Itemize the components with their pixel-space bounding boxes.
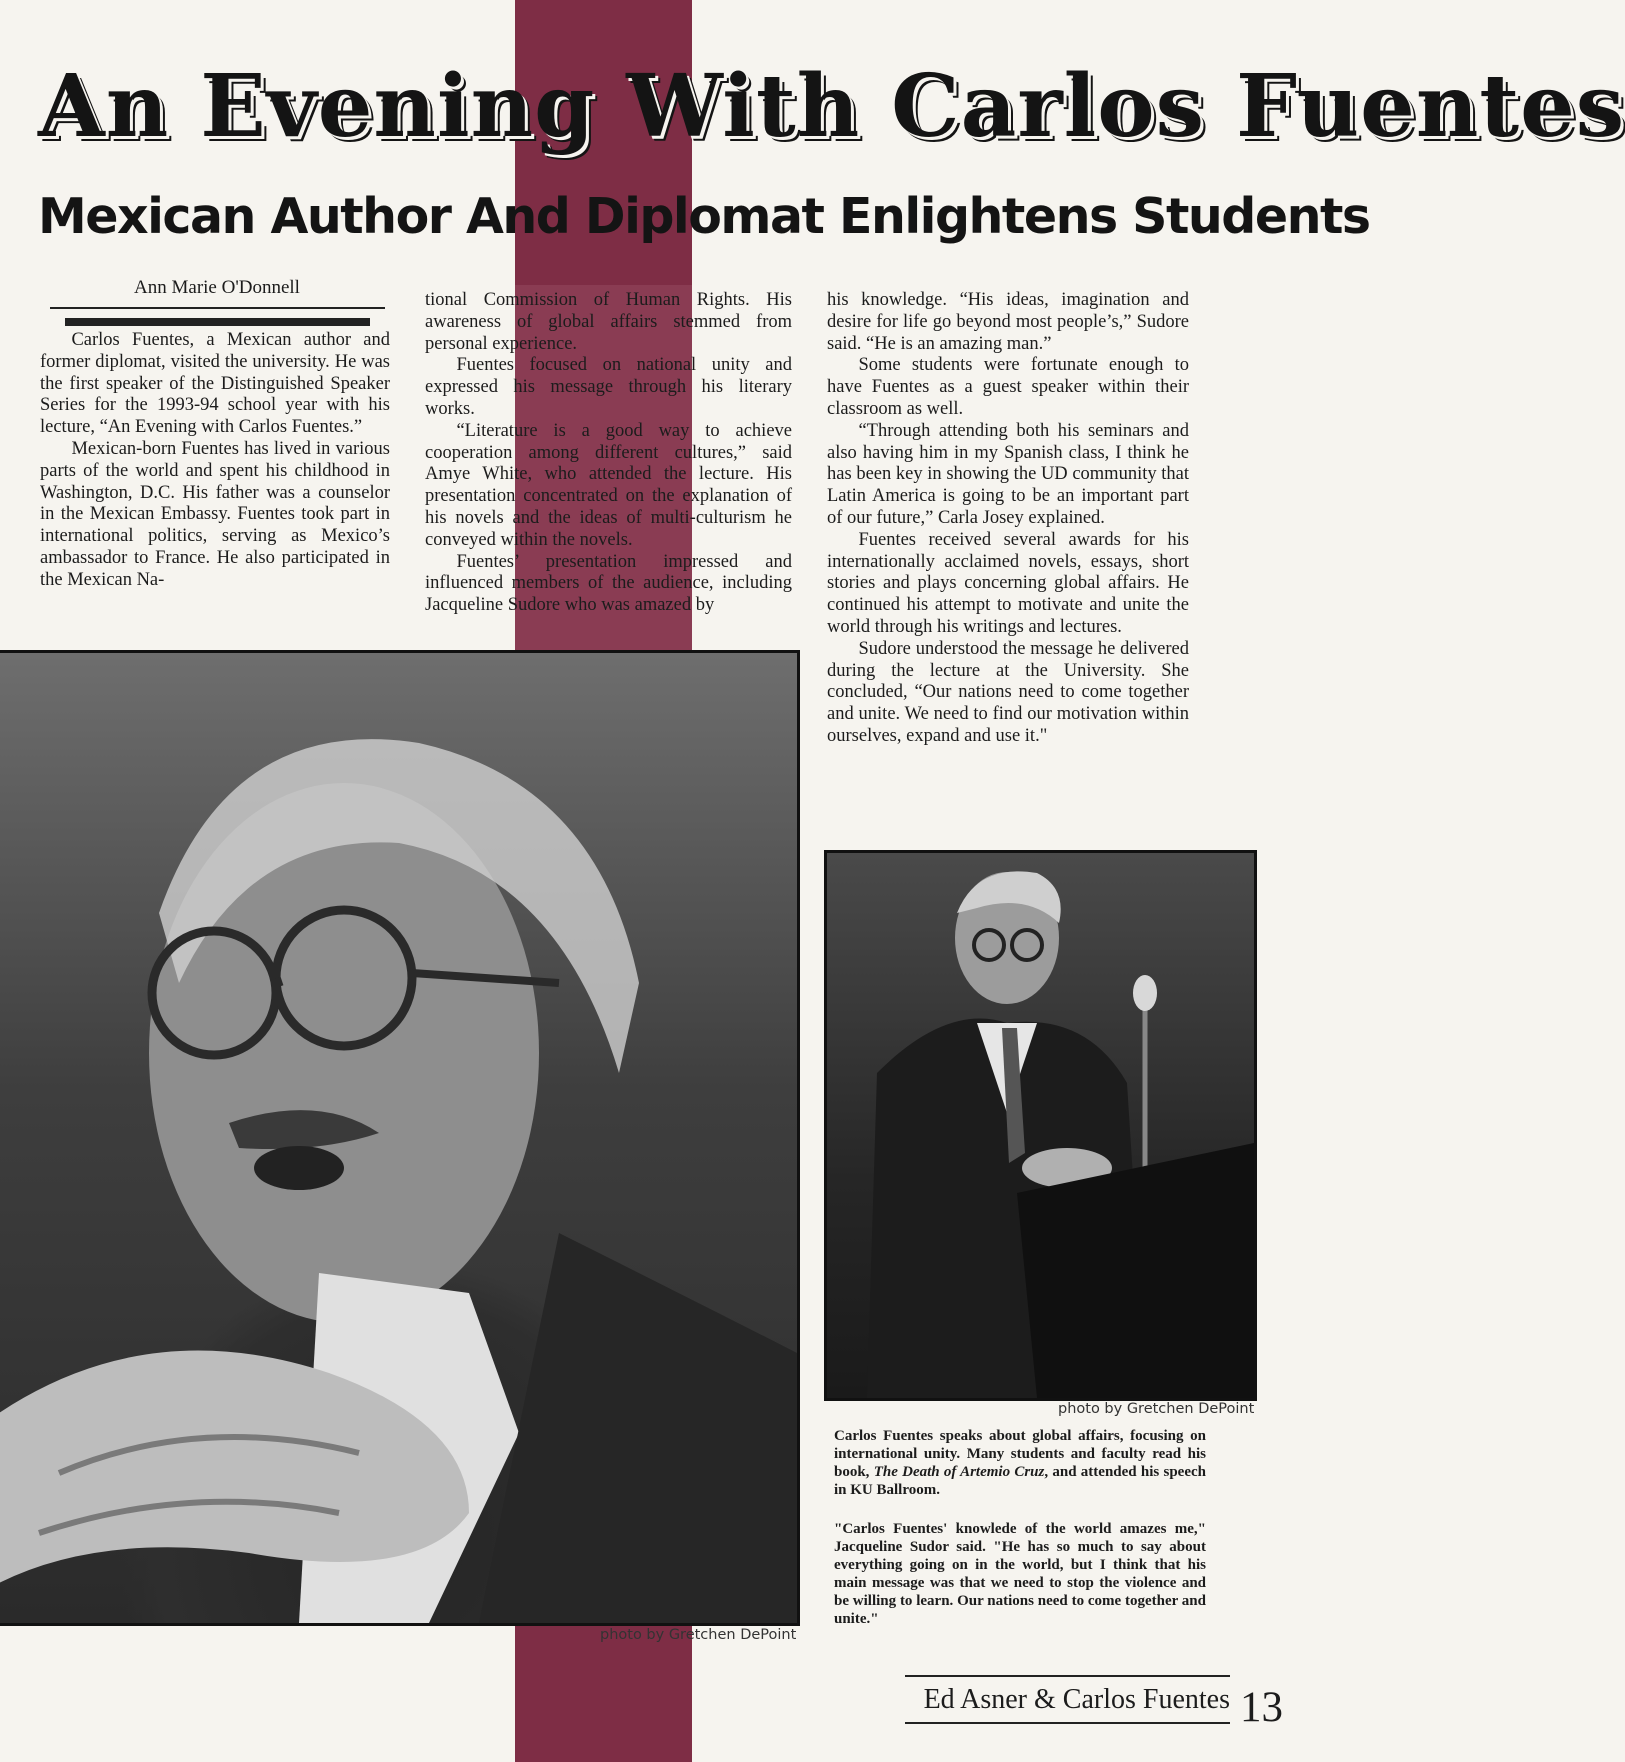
article-column-3 — [827, 290, 1189, 748]
section-label: Ed Asner & Carlos Fuentes — [923, 1684, 1230, 1715]
paragraph: Sudore understood the message he delivered during the lecture at the University. She concluded, “Our nations need to come together and unite. We need to find our motivation within ourselves, expand and use it." — [827, 638, 1189, 746]
paragraph: Carlos Fuentes, a Mexican author and former diplomat, visited the university. He was the first speaker of the Distinguished Speaker Series for the 1993-94 school year with his lecture, “An Evening with Carlos Fuentes.” — [40, 330, 390, 438]
article-subtitle: Mexican Author And Diplomat Enlightens Students — [38, 188, 1370, 245]
footer-rule — [905, 1675, 1230, 1677]
book-title: The Death of Artemio Cruz — [873, 1464, 1045, 1480]
speaker-at-podium-icon — [827, 853, 1254, 1398]
photo-credit: photo by Gretchen DePoint — [600, 1627, 797, 1643]
paragraph: Fuentes received several awards for his internationally acclaimed novels, essays, short stories and plays concerning global affairs. He continued his attempt to motivate and unite the world through his writings and lectures. — [827, 529, 1189, 637]
portrait-photo — [0, 650, 800, 1626]
portrait-silhouette-icon — [0, 653, 797, 1623]
pull-quote: "Carlos Fuentes' knowlede of the world amazes me," Jacqueline Sudor said. "He has so much to say about everything going on in the world, but I think that his main message was that we need to stop the violence and be willing to learn. Our nations need to come together and unite." — [834, 1521, 1206, 1627]
footer-rule — [905, 1722, 1230, 1724]
caption-text: , and attended his speech in KU Ballroom. — [834, 1464, 1206, 1498]
article-title: An Evening With Carlos Fuentes — [38, 56, 1625, 157]
byline-rule-thick — [65, 318, 370, 326]
paragraph: Fuentes focused on national unity and expressed his message through his literary works. — [425, 355, 792, 419]
paragraph: Mexican-born Fuentes has lived in various parts of the world and spent his childhood in Washington, D.C. His father was a counselor in the Mexican Embassy. Fuentes took part in international politics, serving as Mexico’s ambassador to France. He also participated in the Mexican Na- — [40, 438, 390, 590]
caption-text: Carlos Fuentes speaks about global affairs, focusing on international unity. Many students and faculty read his book, — [834, 1428, 1206, 1480]
article-column-1 — [40, 330, 390, 592]
paragraph: “Through attending both his seminars and also having him in my Spanish class, I think he has been key in showing the UD community that Latin America is going to be an important part of our future,” Carla Josey explained. — [827, 420, 1189, 528]
article-column-2 — [425, 290, 792, 617]
paragraph: his knowledge. “His ideas, imagination and desire for life go beyond most people’s,” Sudore said. “He is an amazing man.” — [827, 290, 1189, 354]
byline-rule-thin — [50, 307, 385, 309]
paragraph: Fuentes’ presentation impressed and influenced members of the audience, including Jacqueline Sudore who was amazed by — [425, 551, 792, 616]
page-number: 13 — [1240, 1684, 1283, 1731]
paragraph: tional Commission of Human Rights. His awareness of global affairs stemmed from personal experience. — [425, 290, 792, 354]
byline: Ann Marie O'Donnell — [134, 277, 300, 298]
photo-caption — [834, 1427, 1206, 1499]
paragraph: Some students were fortunate enough to have Fuentes as a guest speaker within their classroom as well. — [827, 355, 1189, 419]
photo-credit: photo by Gretchen DePoint — [1058, 1401, 1255, 1417]
podium-photo — [824, 850, 1257, 1401]
paragraph: “Literature is a good way to achieve cooperation among different cultures,” said Amye White, who attended the lecture. His presentation concentrated on the explanation of his novels and the ideas of multi-culturism he conveyed within the novels. — [425, 420, 792, 550]
